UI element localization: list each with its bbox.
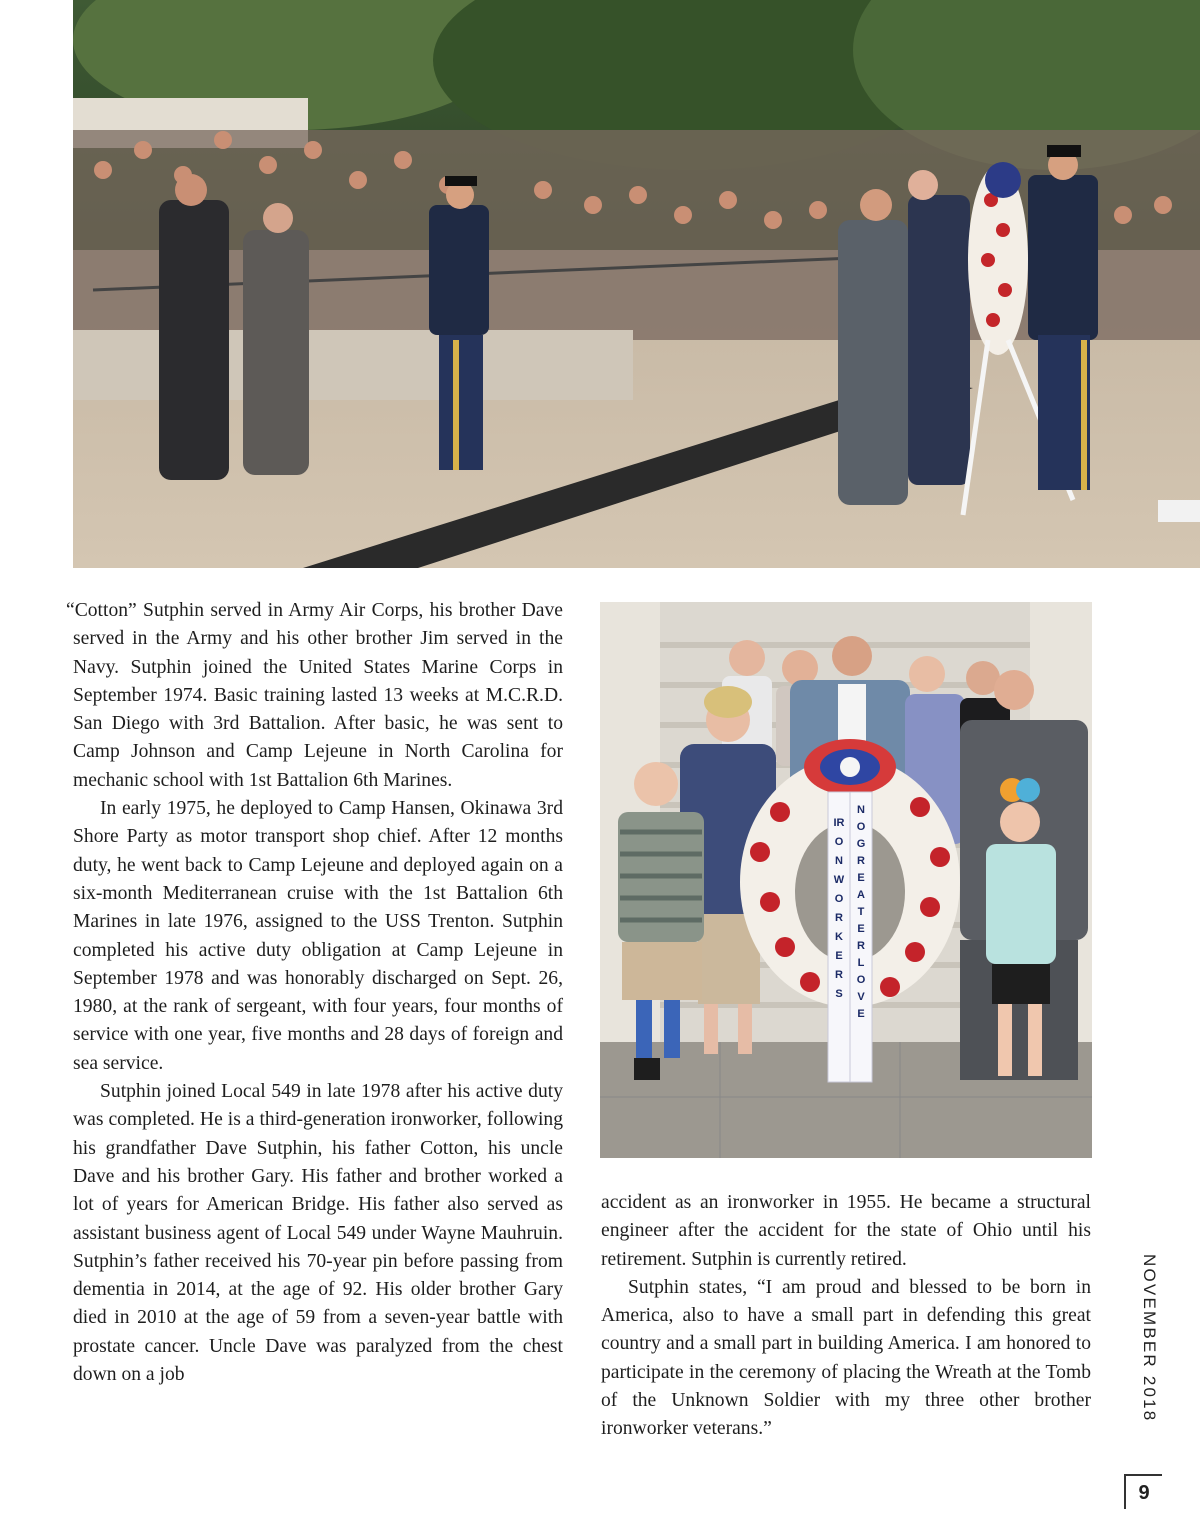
page-number: 9: [1138, 1482, 1150, 1504]
footer-divider-vertical: [1124, 1474, 1126, 1509]
article-right-column: [601, 1189, 1091, 1444]
article-paragraph: accident as an ironworker in 1955. He became a structural engineer after the accident for the state of Ohio until his retirement. Sutphin is currently retired.: [601, 1192, 1091, 1270]
article-paragraph: “Cotton” Sutphin served in Army Air Corps, his brother Dave served in the Army and his other brother Jim served in the Navy. Sutphin joined the United States Marine Corps in September 1974. Basic training lasted 13 weeks at M.C.R.D. San Diego with 3rd Battalion. After basic, he was sent to Camp Johnson and Camp Lejeune in North Carolina for mechanic school with 1st Battalion 6th Marines.: [66, 600, 563, 791]
article-paragraph: In early 1975, he deployed to Camp Hansen, Okinawa 3rd Shore Party as motor transport shop chief. After 12 months duty, he went back to Camp Lejeune and deployed again on a six-month Mediterranean cruise with the 1st Battalion 6th Marines in late 1976, assigned to the USS Trenton. Sutphin completed his active duty obligation at Camp Lejeune in September 1978 and was honorably discharged on Sept. 26, 1980, at the rank of sergeant, with four years, four months of service with one year, five months and 28 days of foreign and sea service.: [73, 798, 563, 1074]
article-paragraph: Sutphin joined Local 549 in late 1978 after his active duty was completed. He is a third-generation ironworker, following his grandfather Dave Sutphin, his father Cotton, his uncle Dave and his brother Gary. His father and brother worked a lot of years for American Bridge. His father also served as assistant business agent of Local 549 under Wayne Mauhruin. Sutphin’s father received his 70-year pin before passing from dementia in 2014, at the age of 92. His older brother Gary died in 2010 at the age of 59 from a seven-year battle with prostate cancer. Uncle Dave was paralyzed from the chest down on a job: [73, 1081, 563, 1386]
footer-divider: [1124, 1474, 1162, 1476]
wreath-ceremony-photo: [73, 0, 1200, 568]
family-wreath-photo: [600, 602, 1092, 1158]
article-left-column: [66, 597, 563, 1389]
issue-label: NOVEMBER 2018: [1140, 1254, 1159, 1423]
article-paragraph: Sutphin states, “I am proud and blessed to be born in America, also to have a small part in defending this great country and a small part in building America. I am honored to participate in the ceremony of placing the Wreath at the Tomb of the Unknown Soldier with my three other brother ironworker veterans.”: [601, 1276, 1091, 1440]
ribbon-right-text: NO GREATER LOVE: [856, 804, 866, 1020]
ribbon-left-text: IRON WORKERS: [833, 817, 845, 1000]
